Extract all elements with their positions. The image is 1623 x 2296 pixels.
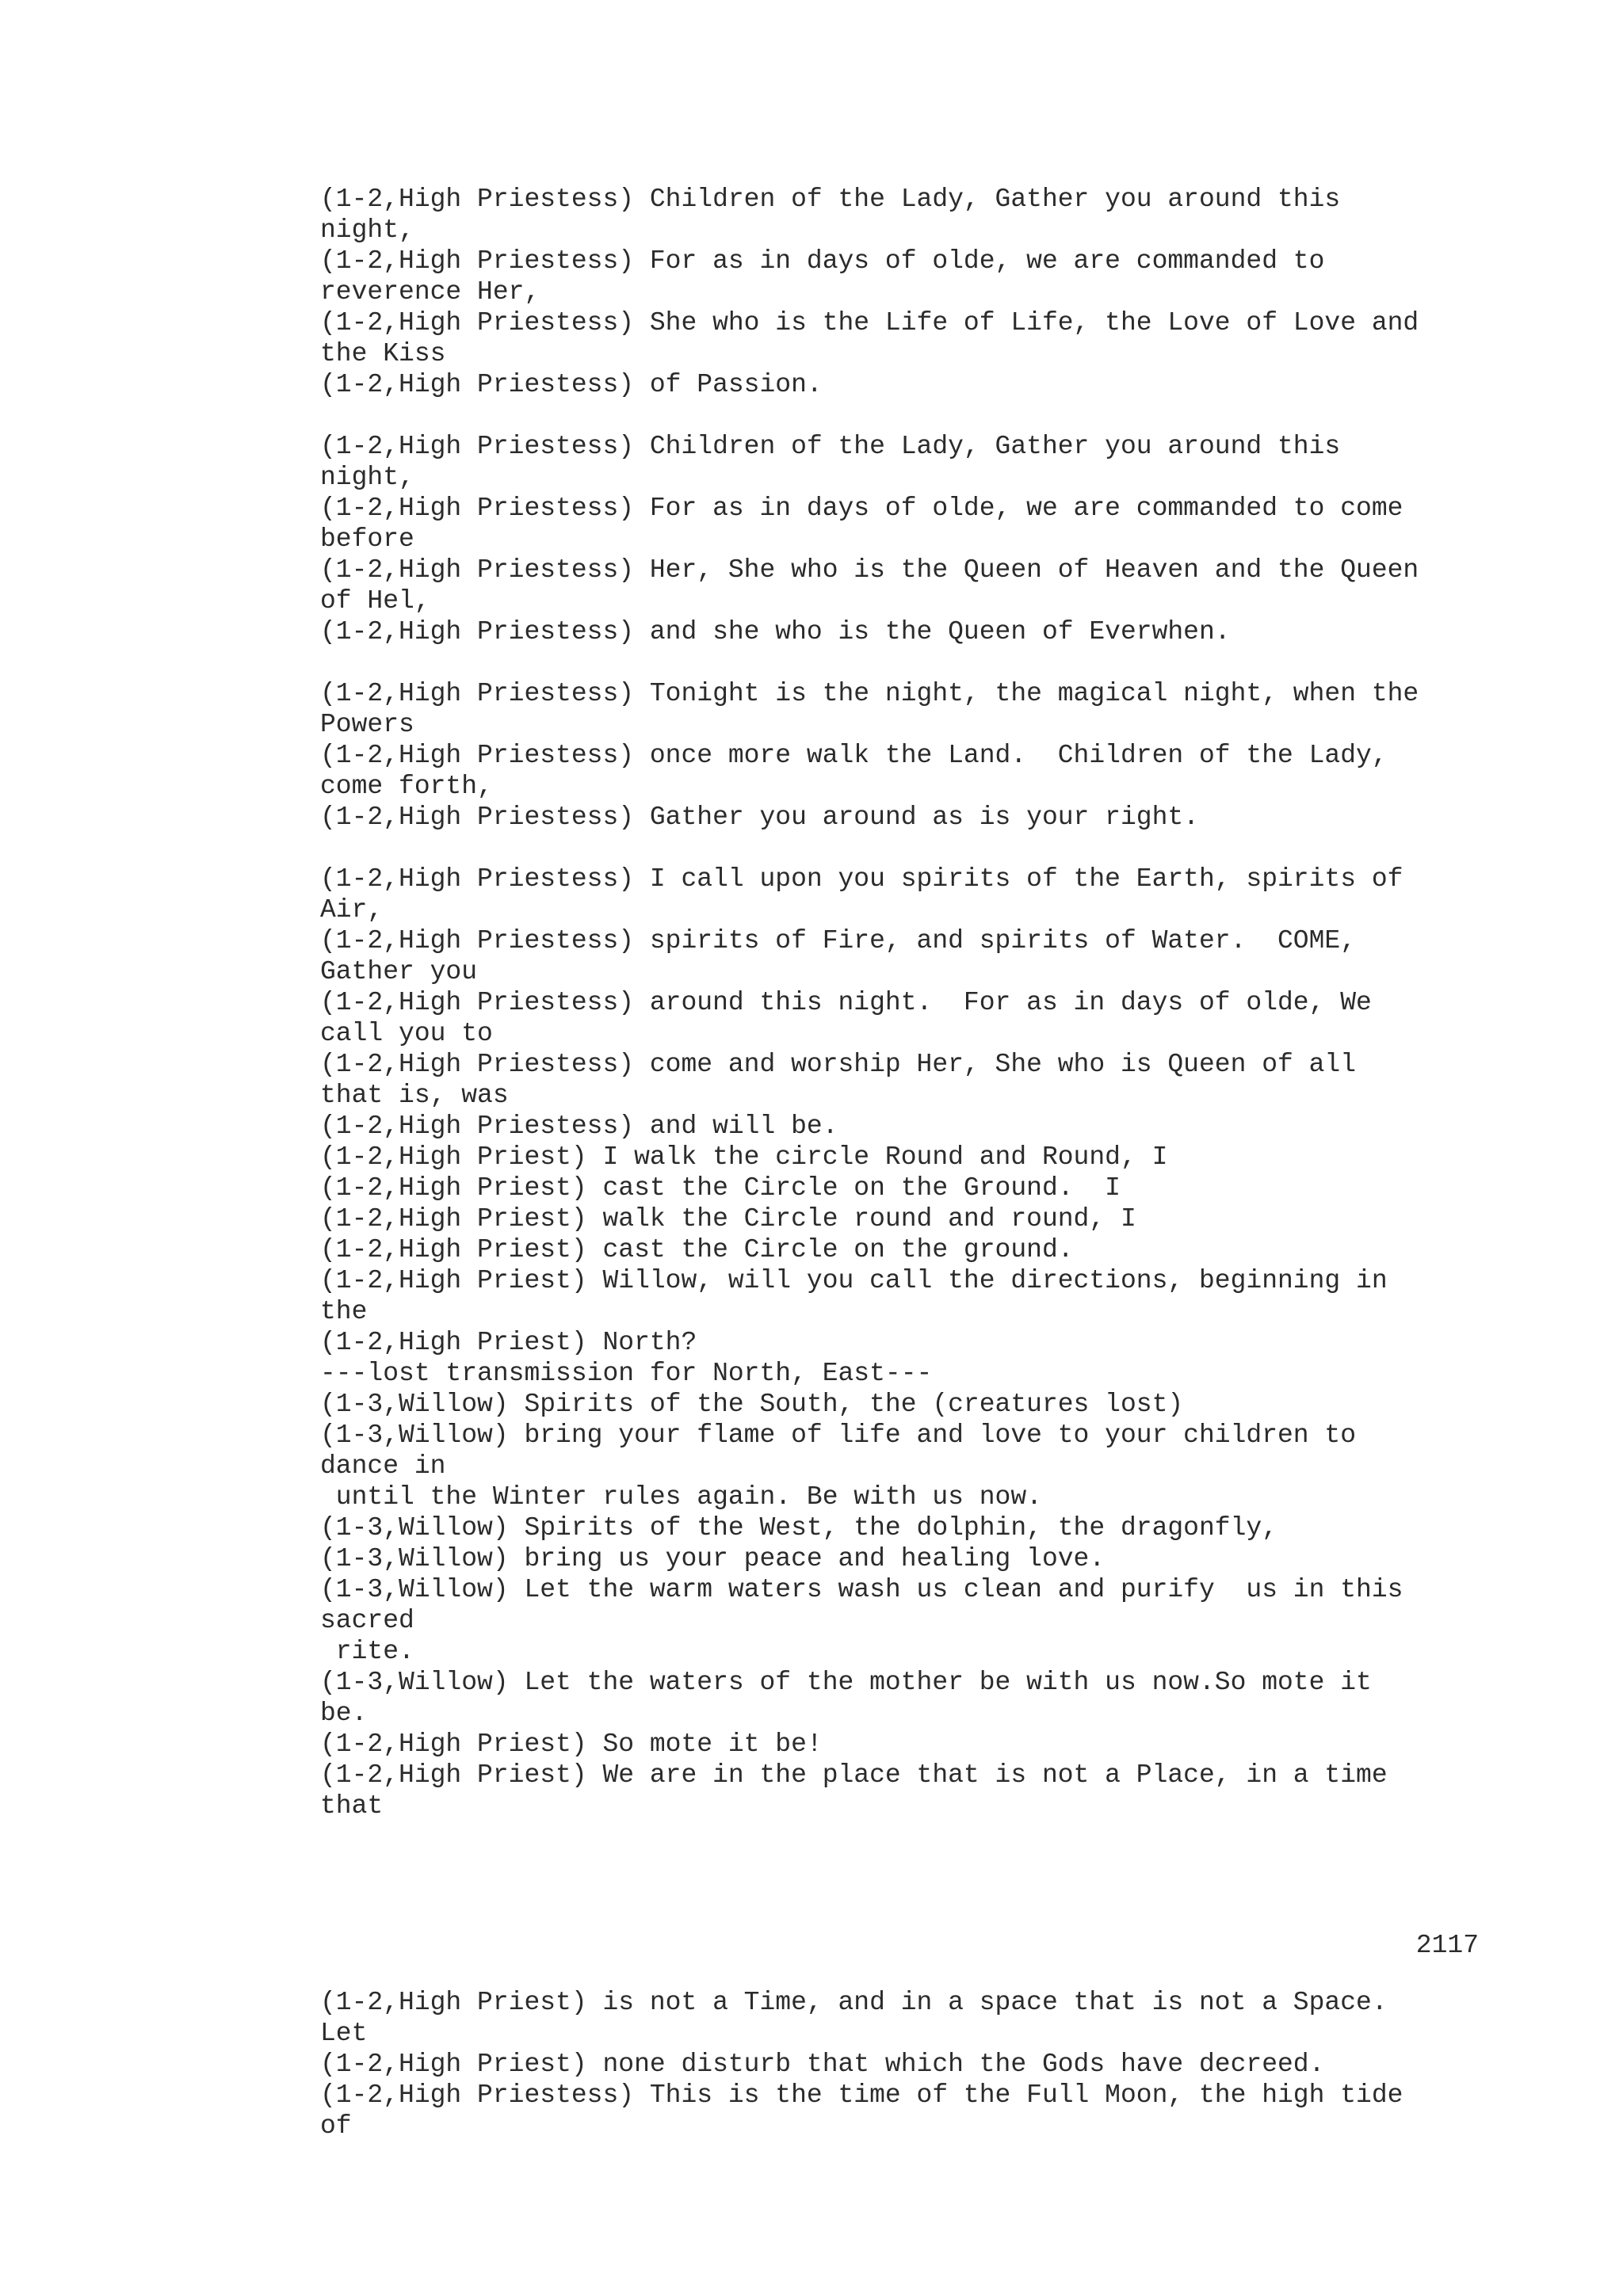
transcript-line: Powers — [320, 710, 414, 739]
transcript-line: (1-2,High Priestess) come and worship Her, She who is Queen of all — [320, 1050, 1357, 1079]
transcript-line: (1-2,High Priest) We are in the place that is not a Place, in a time — [320, 1760, 1388, 1790]
transcript-line: night, — [320, 463, 414, 492]
transcript-line: (1-2,High Priest) walk the Circle round and round, I — [320, 1204, 1136, 1234]
transcript-line: ---lost transmission for North, East--- — [320, 1359, 933, 1388]
transcript-line: (1-2,High Priestess) For as in days of olde, we are commanded to come — [320, 494, 1403, 523]
transcript-line: (1-2,High Priestess) and will be. — [320, 1112, 838, 1141]
transcript-line: night, — [320, 215, 414, 245]
transcript-line: Gather you — [320, 957, 478, 986]
transcript-line: before — [320, 524, 414, 554]
transcript-line: reverence Her, — [320, 277, 540, 307]
transcript-line: (1-2,High Priestess) She who is the Life of Life, the Love of Love and — [320, 308, 1419, 338]
transcript-line: the — [320, 1297, 368, 1326]
transcript-line: until the Winter rules again. Be with us now. — [320, 1482, 1042, 1512]
transcript-line: (1-2,High Priest) none disturb that which the Gods have decreed. — [320, 2050, 1325, 2079]
transcript-line: (1-2,High Priest) I walk the circle Round and Round, I — [320, 1142, 1168, 1172]
transcript-line: (1-2,High Priest) cast the Circle on the ground. — [320, 1235, 1074, 1264]
transcript-line: (1-2,High Priestess) spirits of Fire, and spirits of Water. COME, — [320, 926, 1357, 955]
transcript-line: call you to — [320, 1019, 493, 1048]
transcript-line: (1-2,High Priestess) Tonight is the night, the magical night, when the — [320, 679, 1419, 708]
transcript-line: (1-2,High Priestess) This is the time of the Full Moon, the high tide — [320, 2081, 1403, 2110]
transcript-block-upper — [320, 184, 1493, 1821]
transcript-line — [320, 647, 1493, 678]
transcript-line: (1-2,High Priestess) For as in days of olde, we are commanded to — [320, 246, 1325, 276]
transcript-line — [320, 833, 1493, 864]
transcript-line: (1-2,High Priestess) Children of the Lady, Gather you around this — [320, 432, 1341, 461]
transcript-line: (1-3,Willow) bring your flame of life and love to your children to — [320, 1421, 1357, 1450]
transcript-line: of Hel, — [320, 586, 430, 616]
transcript-line — [320, 400, 1493, 431]
transcript-line: that is, was — [320, 1081, 509, 1110]
transcript-line: the Kiss — [320, 339, 446, 368]
transcript-line: (1-3,Willow) Spirits of the South, the (creatures lost) — [320, 1390, 1184, 1419]
transcript-block-lower — [320, 1987, 1493, 2142]
transcript-line: (1-2,High Priestess) Children of the Lady, Gather you around this — [320, 185, 1341, 214]
transcript-line: (1-2,High Priest) cast the Circle on the Ground. I — [320, 1173, 1121, 1203]
transcript-line: (1-2,High Priestess) around this night. For as in days of olde, We — [320, 988, 1372, 1017]
transcript-line: (1-3,Willow) Let the warm waters wash us clean and purify us in this — [320, 1575, 1403, 1604]
transcript-line: (1-2,High Priest) North? — [320, 1328, 697, 1357]
transcript-line: (1-2,High Priest) So mote it be! — [320, 1730, 823, 1759]
transcript-line: Let — [320, 2019, 368, 2048]
page-number: 2117 — [1415, 1931, 1479, 1960]
transcript-line: (1-2,High Priestess) Her, She who is the Queen of Heaven and the Queen — [320, 555, 1419, 585]
transcript-line: (1-2,High Priestess) of Passion. — [320, 370, 823, 399]
transcript-line: rite. — [320, 1637, 414, 1666]
transcript-line: (1-3,Willow) bring us your peace and healing love. — [320, 1544, 1106, 1573]
transcript-line: that — [320, 1791, 384, 1821]
transcript-line: (1-3,Willow) Spirits of the West, the dolphin, the dragonfly, — [320, 1513, 1277, 1543]
transcript-line: (1-2,High Priestess) once more walk the Land. Children of the Lady, — [320, 741, 1388, 770]
transcript-line: dance in — [320, 1451, 446, 1481]
transcript-line: come forth, — [320, 772, 493, 801]
transcript-line: (1-2,High Priestess) Gather you around as is your right. — [320, 803, 1199, 832]
transcript-line: sacred — [320, 1606, 414, 1635]
transcript-line: (1-2,High Priestess) I call upon you spirits of the Earth, spirits of — [320, 864, 1403, 894]
transcript-line: (1-2,High Priest) Willow, will you call the directions, beginning in — [320, 1266, 1388, 1295]
transcript-line: Air, — [320, 895, 384, 925]
transcript-line: (1-2,High Priest) is not a Time, and in a space that is not a Space. — [320, 1988, 1388, 2017]
transcript-line: of — [320, 2111, 352, 2141]
transcript-line: (1-3,Willow) Let the waters of the mother be with us now.So mote it — [320, 1668, 1372, 1697]
transcript-line: be. — [320, 1699, 368, 1728]
transcript-line: (1-2,High Priestess) and she who is the Queen of Everwhen. — [320, 617, 1231, 646]
